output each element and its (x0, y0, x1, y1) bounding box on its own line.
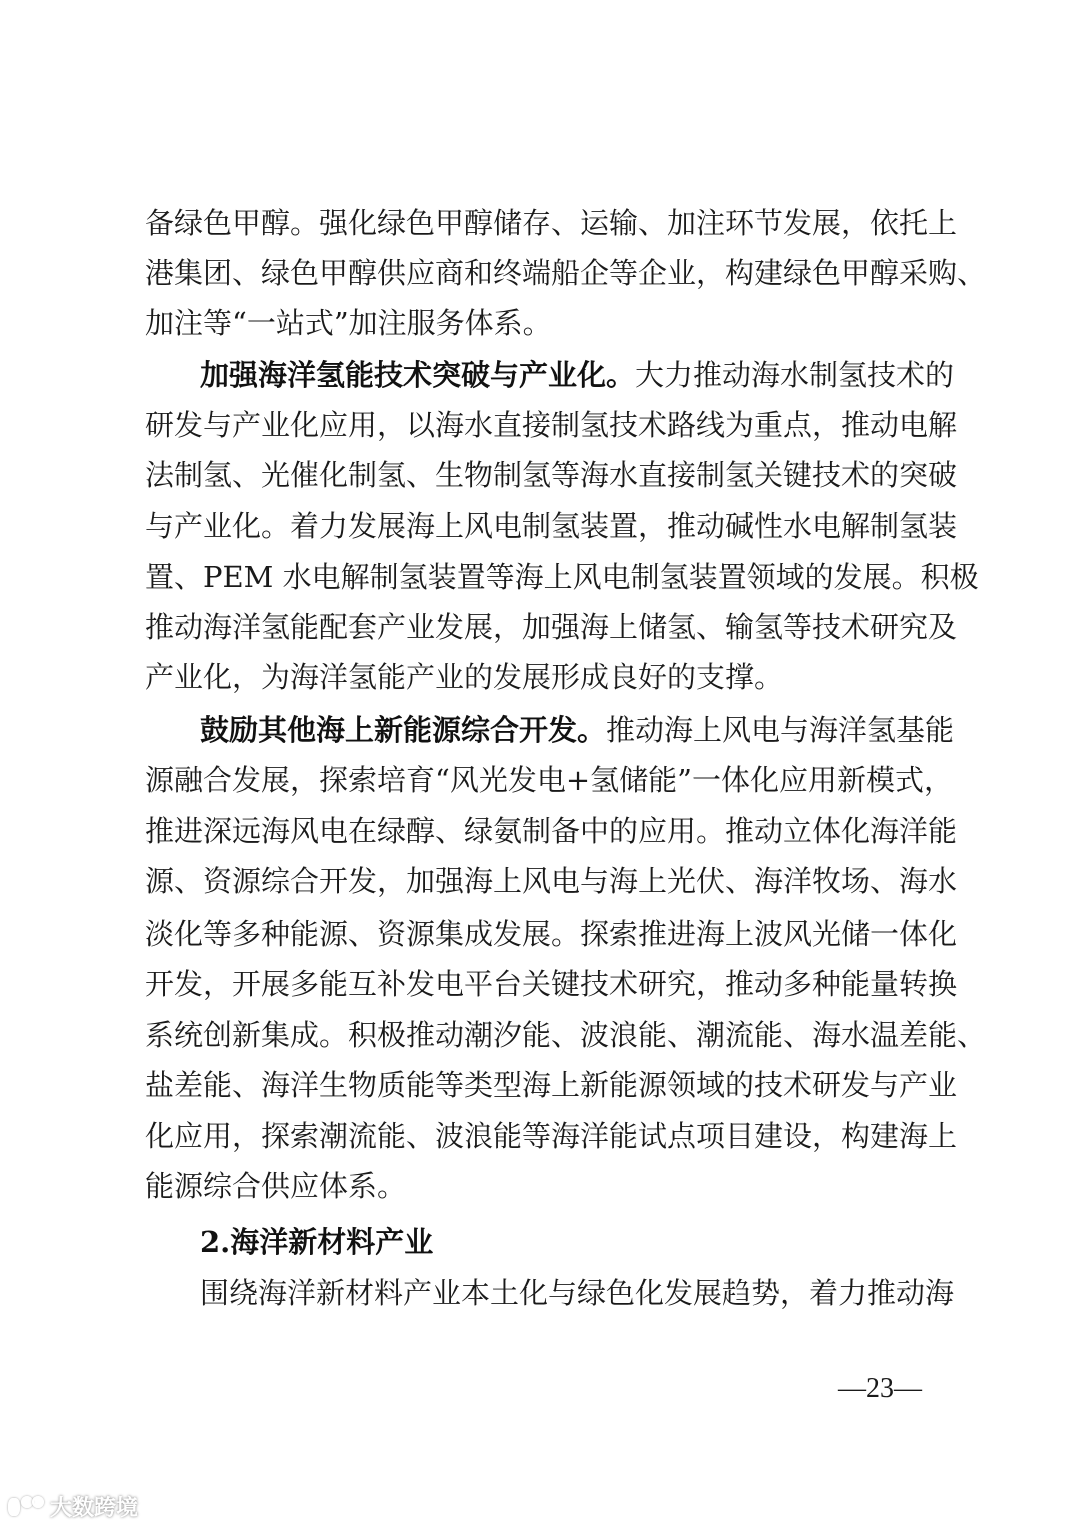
paragraph-1-line-2: 港集团、绿色甲醇供应商和终端船企等企业，构建绿色甲醇采购、 (145, 256, 987, 290)
watermark (8, 1488, 138, 1524)
paragraph-3-line-2: 源融合发展，探索培育“风光发电+氢储能”一体化应用新模式， (145, 763, 953, 797)
paragraph-1-line-1: 备绿色甲醇。强化绿色甲醇储存、运输、加注环节发展，依托上 (145, 206, 958, 240)
paragraph-1-line-3: 加注等“一站式”加注服务体系。 (145, 306, 552, 340)
paragraph-2-line-1 (200, 355, 955, 395)
paragraph-3-line-3: 推进深远海风电在绿醇、绿氨制备中的应用。推动立体化海洋能 (145, 814, 958, 848)
section-first-line: 围绕海洋新材料产业本土化与绿色化发展趋势，着力推动海 (200, 1276, 955, 1310)
paragraph-3-line-1 (200, 710, 955, 750)
paragraph-3-line-5: 淡化等多种能源、资源集成发展。探索推进海上波风光储一体化 (145, 917, 958, 951)
paragraph-2-line-4: 与产业化。着力发展海上风电制氢装置，推动碱性水电解制氢装 (145, 509, 958, 543)
paragraph-2-line-7: 产业化，为海洋氢能产业的发展形成良好的支撑。 (145, 660, 784, 694)
paragraph-3-line-4: 源、资源综合开发，加强海上风电与海上光伏、海洋牧场、海水 (145, 864, 958, 898)
paragraph-2-line-3: 法制氢、光催化制氢、生物制氢等海水直接制氢关键技术的突破 (145, 458, 958, 492)
paragraph-3-line-8: 盐差能、海洋生物质能等类型海上新能源领域的技术研发与产业 (145, 1068, 958, 1102)
paragraph-2-line-1-text: 大力推动海水制氢技术的 (635, 358, 955, 392)
paragraph-3-line-10: 能源综合供应体系。 (145, 1169, 407, 1203)
paragraph-2-line-5: 置、PEM 水电解制氢装置等海上风电制氢装置领域的发展。积极 (145, 560, 979, 594)
page-number: —23— (838, 1373, 922, 1404)
paragraph-2-line-2: 研发与产业化应用，以海水直接制氢技术路线为重点，推动电解 (145, 408, 958, 442)
paragraph-2-bold-lead: 加强海洋氢能技术突破与产业化。 (200, 358, 636, 392)
paragraph-3-line-1-text: 推动海上风电与海洋氢基能 (606, 713, 955, 747)
watermark-text: 大数跨境 (50, 1495, 139, 1521)
paragraph-3-line-9: 化应用，探索潮流能、波浪能等海洋能试点项目建设，构建海上 (145, 1119, 958, 1153)
paragraph-3-line-7: 系统创新集成。积极推动潮汐能、波浪能、潮流能、海水温差能、 (145, 1018, 987, 1052)
section-heading: 2.海洋新材料产业 (200, 1225, 434, 1259)
paragraph-2-line-6: 推动海洋氢能配套产业发展，加强海上储氢、输氢等技术研究及 (145, 610, 958, 644)
paragraph-3-line-6: 开发，开展多能互补发电平台关键技术研究，推动多种能量转换 (145, 967, 958, 1001)
paragraph-3-bold-lead: 鼓励其他海上新能源综合开发。 (200, 713, 607, 747)
kepu-logo-icon (8, 1494, 44, 1518)
